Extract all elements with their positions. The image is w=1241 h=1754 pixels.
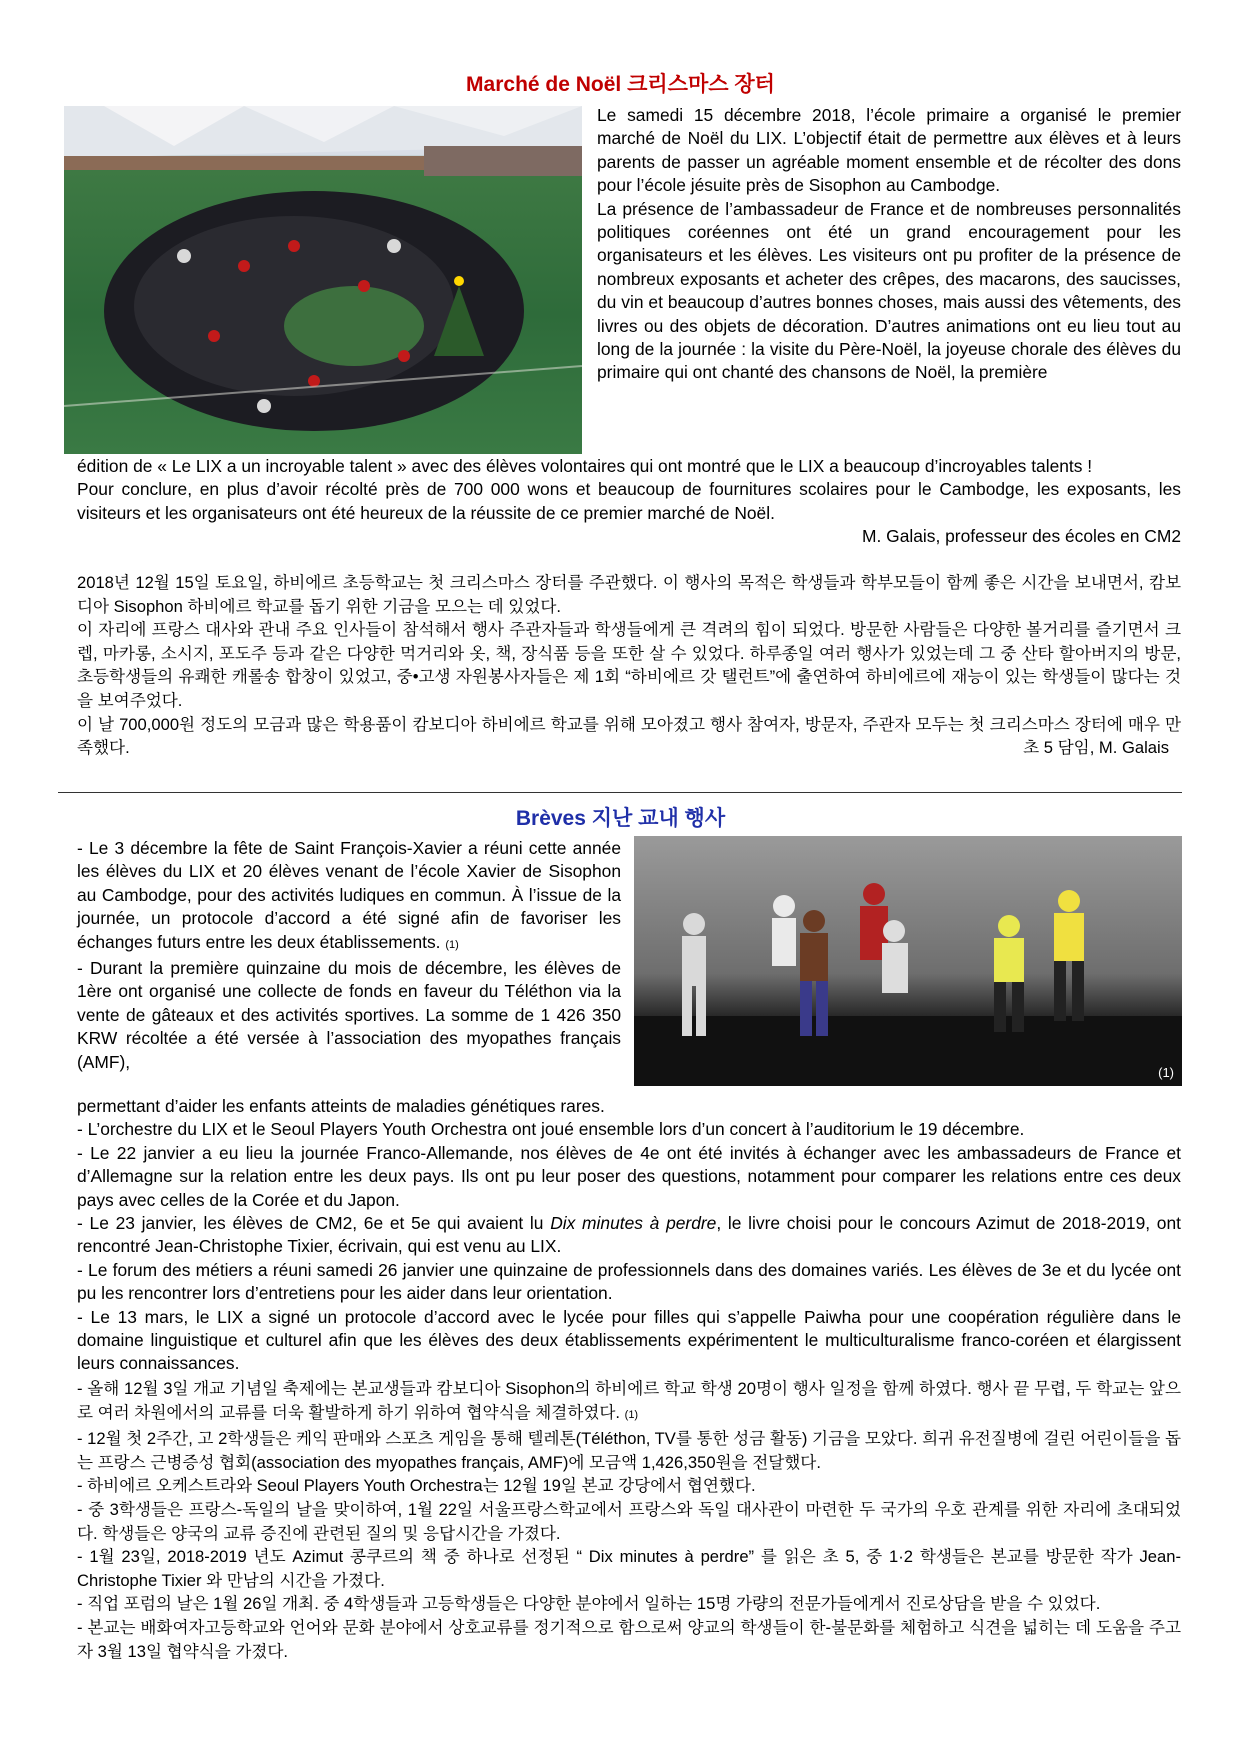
article1-fr-paragraph: édition de « Le LIX a un incroyable talent » avec des élèves volontaires qui ont montré que le LIX a beaucoup d’incroyables talents ! [77,456,1093,476]
article1-ko-paragraph: 2018년 12월 15일 토요일, 하비에르 초등학교는 첫 크리스마스 장터를 주관했다. 이 행사의 목적은 학생들과 학부모들이 함께 좋은 시간을 보내면서, 캄보디아 Sisophon 하비에르 학교를 돕기 위한 기금을 모으는 데 있었다. [77,573,1181,616]
article1-ko-paragraph: 이 날 700,000원 정도의 모금과 많은 학용품이 캄보디아 하비에르 학교를 위해 모아졌고 행사 참여자, 방문자, 주관자 모두는 첫 크리스마스 장터에 매우 만족했다. [77,714,1181,758]
stage-performance-illustration [634,836,1182,1086]
photo-caption: (1) [1158,1065,1174,1080]
article-title-christmas-market: Marché de Noël 크리스마스 장터 [466,73,775,96]
breve-ko-item: - 12월 첫 2주간, 고 2학생들은 케익 판매와 스포츠 게임을 통해 텔레톤(Téléthon, TV를 통한 성금 활동) 기금을 모았다. 희귀 유전질병에 걸린 어린이들을 돕는 프랑스 근병증성 협회(association des myopathes français, AMF)에 모금액 1,426,350원을 전달했다. [77,1429,1181,1472]
breve-ko-item: - 직업 포럼의 날은 1월 26일 개최. 중 4학생들과 고등학생들은 다양한 분야에서 일하는 15명 가량의 전문가들에게서 진로상담을 받을 수 있었다. [77,1594,1101,1614]
breve-item: - Le 13 mars, le LIX a signé un protocole d’accord avec le lycée pour filles qui s’appelle Paiwha pour une coopération régulière dans le domaine linguistique et culturel afin que les élèves des deux établissements expérimentent le multiculturalisme franco-coréen et élargissent leurs connaissances. [77,1306,1181,1374]
article1-french-wrapped [597,104,1181,385]
breve-ko-item: - 하비에르 오케스트라와 Seoul Players Youth Orchestra는 12월 19일 본교 강당에서 협연했다. [77,1476,756,1496]
christmas-market-illustration [64,106,582,454]
breve-item: - Le 3 décembre la fête de Saint François-Xavier a réuni cette année les élèves du LIX et 20 élèves venant de l’école Xavier de Sisophon au Cambodge, pour des activités ludiques en commun. À l’issue de la journée, un protocole d’accord a été signé afin de favoriser les échanges futurs entre les deux établissements. (1) [77,838,621,952]
breve-ko-item: - 올해 12월 3일 개교 기념일 축제에는 본교생들과 캄보디아 Sisophon의 하비에르 학교 학생 20명이 행사 일정을 함께 하였다. 행사 끝 무렵, 두 학교는 앞으로 여러 차원에서의 교류를 더욱 활발하게 하기 위하여 협약식을 체결하였다. (1) [77,1379,1181,1422]
book-title: Dix minutes à perdre [550,1213,717,1234]
article1-fr-paragraph: Pour conclure, en plus d’avoir récolté près de 700 000 wons et beaucoup de fournitures scolaires pour le Cambodge, les exposants, les visiteurs et les organisateurs ont été heureux de la réussite de ce premier marché de Noël. [77,479,1181,523]
breve-item: - Le 22 janvier a eu lieu la journée Franco-Allemande, nos élèves de 4e ont été invités à échanger avec les ambassadeurs de France et d’Allemagne sur la relation entre les deux pays. Ils ont pu leur poser des questions, notamment pour comparer les relations entre ces deux pays avec celles de la Corée et du Japon. [77,1142,1181,1210]
article1-korean [77,571,1181,760]
breve-ko-item: - 중 3학생들은 프랑스-독일의 날을 맞이하여, 1월 22일 서울프랑스학교에서 프랑스와 독일 대사관이 마련한 두 국가의 우호 관계를 위한 자리에 초대되었다. 학생들은 양국의 교류 증진에 관련된 질의 및 응답시간을 가졌다. [77,1499,1181,1543]
article2-french-full [77,1095,1181,1376]
article1-ko-signature: 초 5 담임, M. Galais [1023,738,1169,758]
photo-reference: (1) [445,938,459,951]
breve-item: - Le forum des métiers a réuni samedi 26 janvier une quinzaine de professionnels dans des domaines variés. Les élèves de 3e et du lycée ont pu les rencontrer lors d’entretiens pour les aider dans leur orientation. [77,1259,1181,1304]
article1-french-full [77,455,1181,549]
section-divider [58,792,1182,793]
article1-ko-paragraph: 이 자리에 프랑스 대사와 관내 주요 인사들이 참석해서 행사 주관자들과 학생들에게 큰 격려의 힘이 되었다. 방문한 사람들은 다양한 볼거리를 즐기면서 크렙, 마카롱, 소시지, 포도주 등과 같은 다양한 먹거리와 옷, 책, 장식품 등을 또한 살 수 있었다. 하루종일 여러 행사가 있었는데 그 중 산타 할아버지의 방문, 초등학생들의 유쾌한 캐롤송 합창이 있었고, 중•고생 자원봉사자들은 제 1회 “하비에르 갓 탤런트”에 출연하여 하비에르에 재능이 있는 학생들이 많다는 것을 보여주었다. [77,620,1181,710]
article2-korean [77,1377,1181,1663]
stage-performance-photo [634,836,1182,1086]
christmas-market-photo [64,106,582,454]
article2-french-wrapped [77,837,621,1074]
breve-item: permettant d’aider les enfants atteints de maladies génétiques rares. [77,1096,605,1116]
breve-ko-item: - 본교는 배화여자고등학교와 언어와 문화 분야에서 상호교류를 정기적으로 함으로써 양교의 학생들이 한-불문화를 체험하고 식견을 넓히는 데 도움을 주고자 3월 13일 협약식을 가졌다. [77,1617,1181,1661]
article1-fr-paragraph: Le samedi 15 décembre 2018, l’école primaire a organisé le premier marché de Noël du LIX. L’objectif était de permettre aux élèves et à leurs parents de passer un agréable moment ensemble et de récolter des dons pour l’école jésuite près de Sisophon au Cambodge. [597,105,1181,196]
article1-fr-signature: M. Galais, professeur des écoles en CM2 [862,526,1181,547]
photo-reference: (1) [624,1408,639,1421]
breve-item: - Le 23 janvier, les élèves de CM2, 6e et 5e qui avaient lu Dix minutes à perdre, le livre choisi pour le concours Azimut de 2018-2019, ont rencontré Jean-Christophe Tixier, écrivain, qui est venu au LIX. [77,1213,1181,1257]
breve-item: - Durant la première quinzaine du mois de décembre, les élèves de 1ère ont organisé une collecte de fonds en faveur du Téléthon via la vente de gâteaux et des activités sportives. La somme de 1 426 350 KRW récoltée a été versée à l’association des myopathes français (AMF), [77,958,621,1072]
article1-fr-paragraph: La présence de l’ambassadeur de France et de nombreuses personnalités politiques coréennes ont été un grand encouragement pour les organisateurs et les élèves. Les visiteurs ont pu profiter de la présence de nombreux exposants et acheter des crêpes, des macarons, des saucisses, du vin et beaucoup d’autres bonnes choses, mais aussi des vêtements, des livres ou des objets de décoration. D’autres animations ont eu lieu tout au long de la journée : la visite du Père-Noël, la joyeuse chorale des élèves du primaire qui ont chanté des chansons de Noël, la première [597,198,1181,383]
article-title-breves: Brèves 지난 교내 행사 [515,807,726,830]
breve-ko-item: - 1월 23일, 2018-2019 년도 Azimut 콩쿠르의 책 중 하나로 선정된 “ Dix minutes à perdre” 를 읽은 초 5, 중 1·2 학생들은 본교를 방문한 작가 Jean-Christophe Tixier 와 만남의 시간을 가졌다. [77,1547,1181,1590]
breve-item: - L’orchestre du LIX et le Seoul Players Youth Orchestra ont joué ensemble lors d’un concert à l’auditorium le 19 décembre. [77,1119,1025,1140]
